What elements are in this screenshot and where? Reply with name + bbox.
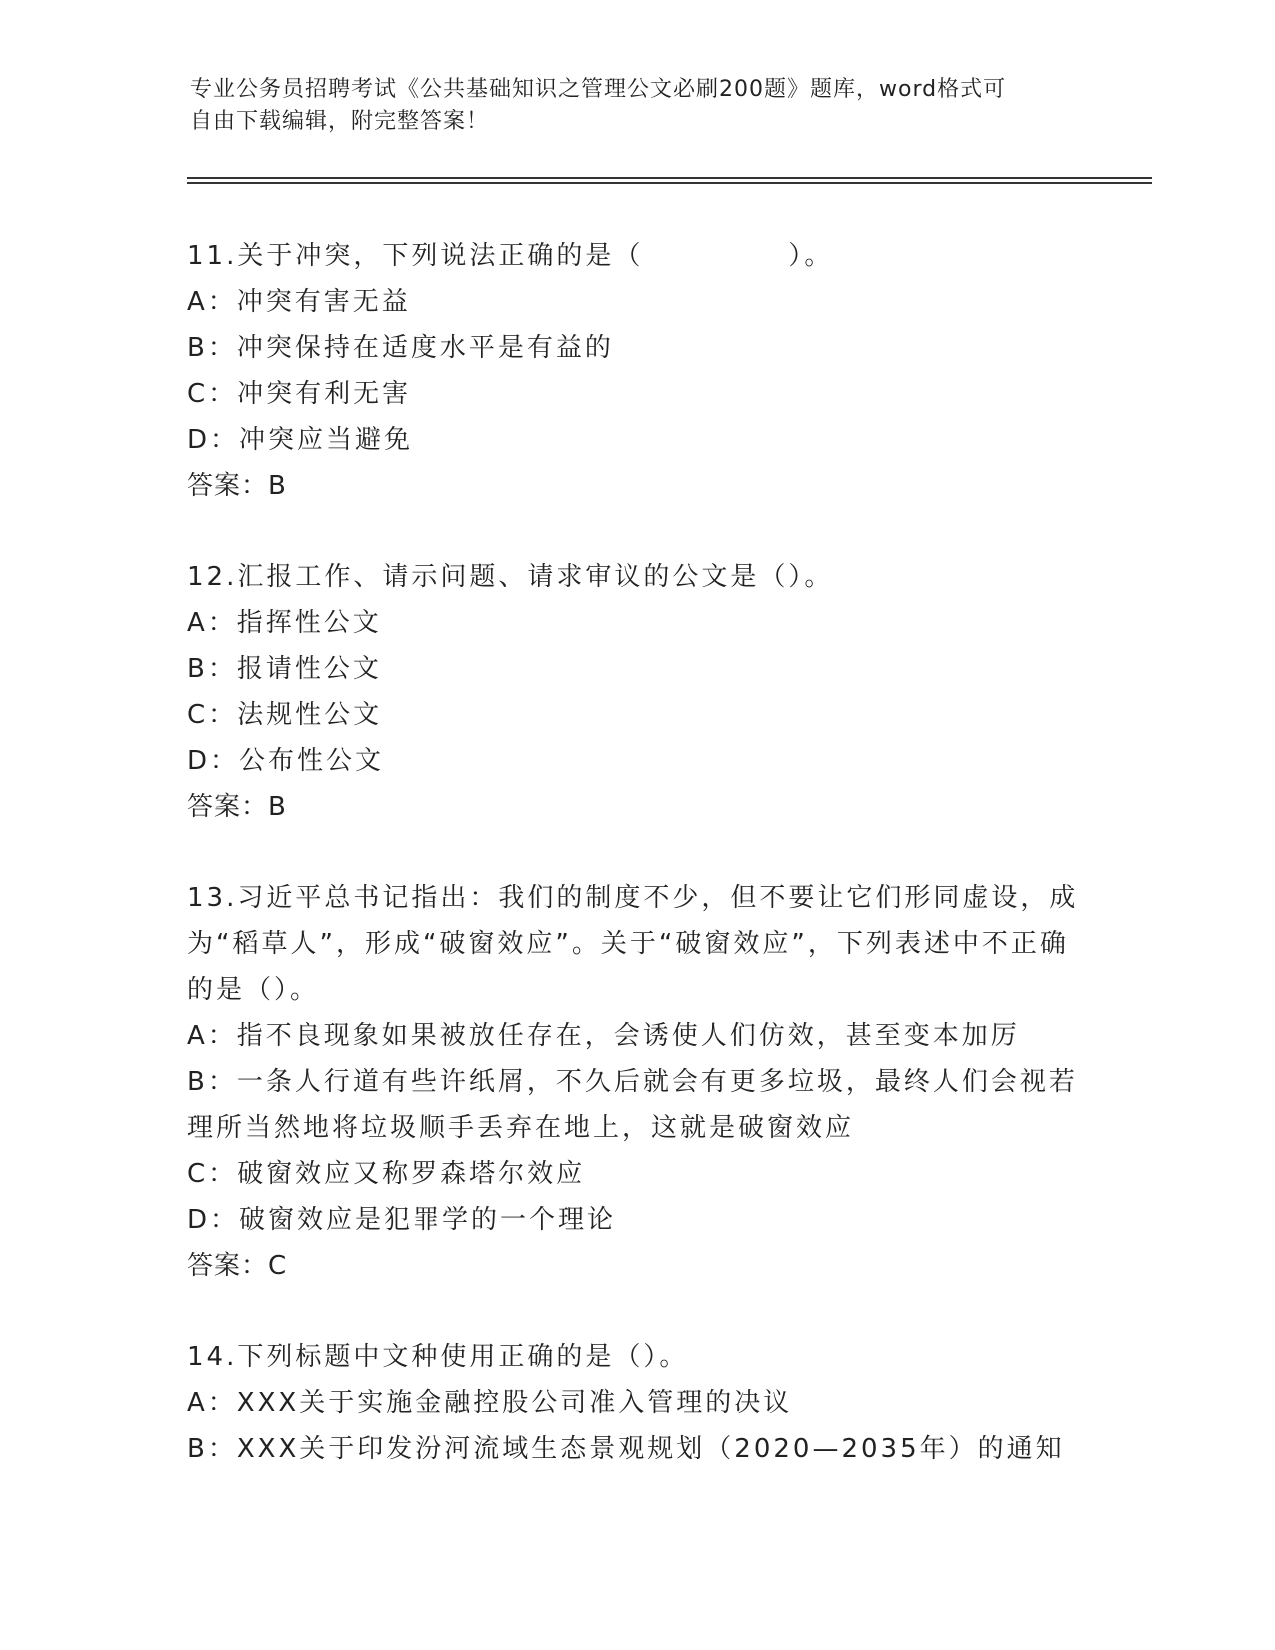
option-b: B：XXX关于印发汾河流域生态景观规划（2020—2035年）的通知	[187, 1434, 1065, 1464]
option-c: C：破窗效应又称罗森塔尔效应	[187, 1159, 586, 1189]
option-c: C：冲突有利无害	[187, 379, 412, 409]
answer-line: 答案：B	[187, 792, 287, 822]
header-line-1: 专业公务员招聘考试《公共基础知识之管理公文必刷200题》题库，word格式可	[190, 77, 1007, 102]
header-divider-top	[187, 177, 1152, 179]
document-header	[190, 74, 1090, 138]
option-d: D：冲突应当避免	[187, 425, 414, 455]
question-14	[187, 1334, 1087, 1472]
option-b: B：报请性公文	[187, 654, 382, 684]
option-a: A：冲突有害无益	[187, 287, 411, 317]
question-stem: 12.汇报工作、请示问题、请求审议的公文是（）。	[187, 562, 834, 592]
option-b: B：冲突保持在适度水平是有益的	[187, 333, 614, 363]
option-a: A：指挥性公文	[187, 608, 382, 638]
question-stem: 13.习近平总书记指出：我们的制度不少，但不要让它们形同虚设，成为“稻草人”，形成“破窗效应”。关于“破窗效应”，下列表述中不正确的是（）。	[187, 883, 1079, 1005]
option-c: C：法规性公文	[187, 700, 383, 730]
question-13	[187, 875, 1087, 1289]
question-list	[187, 233, 1087, 1517]
option-d: D：公布性公文	[187, 746, 385, 776]
header-divider-bottom	[187, 182, 1152, 184]
question-11	[187, 233, 1087, 509]
option-a: A：指不良现象如果被放任存在，会诱使人们仿效，甚至变本加厉	[187, 1021, 1020, 1051]
question-stem: 14.下列标题中文种使用正确的是（）。	[187, 1342, 689, 1372]
answer-line: 答案：C	[187, 1251, 288, 1281]
option-d: D：破窗效应是犯罪学的一个理论	[187, 1205, 617, 1235]
question-stem: 11.关于冲突，下列说法正确的是（ ）。	[187, 241, 834, 271]
question-12	[187, 554, 1087, 830]
option-b: B：一条人行道有些许纸屑，不久后就会有更多垃圾，最终人们会视若理所当然地将垃圾顺手丢弃在地上，这就是破窗效应	[187, 1067, 1078, 1143]
header-line-2: 自由下载编辑，附完整答案！	[190, 109, 490, 134]
option-a: A：XXX关于实施金融控股公司准入管理的决议	[187, 1388, 793, 1418]
answer-line: 答案：B	[187, 471, 287, 501]
